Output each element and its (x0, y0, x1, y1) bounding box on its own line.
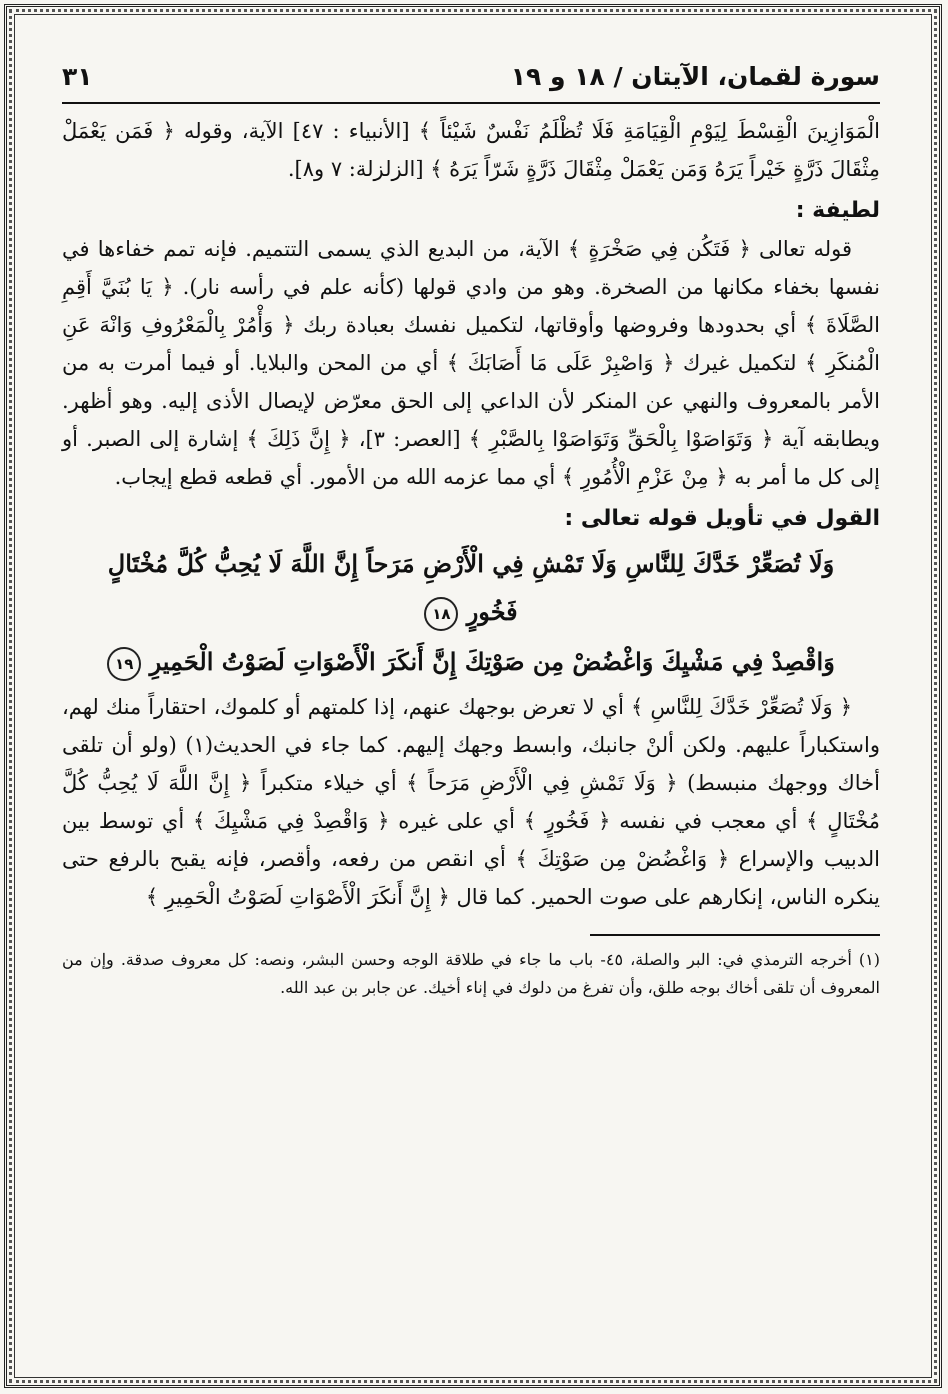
paragraph-1: الْمَوَازِينَ الْقِسْطَ لِيَوْمِ الْقِيَامَةِ فَلَا تُظْلَمُ نَفْسٌ شَيْئاً ﴾ [الأنبياء : ٤٧] الآية، وقوله ﴿ فَمَن يَعْمَلْ مِثْقَالَ ذَرَّةٍ خَيْراً يَرَهُ وَمَن يَعْمَلْ مِثْقَالَ ذَرَّةٍ شَرّاً يَرَهُ ﴾ [الزلزلة: ٧ و٨]. (62, 119, 880, 181)
ayah-number-18: ١٨ (424, 597, 458, 631)
ayah-number-19: ١٩ (107, 647, 141, 681)
quran-verse-19 (82, 638, 860, 686)
header-title: سورة لقمان، الآيتان / ١٨ و ١٩ (510, 62, 880, 91)
book-page (62, 62, 880, 1332)
verse-19-text: وَاقْصِدْ فِي مَشْيِكَ وَاغْضُضْ مِن صَوْتِكَ إِنَّ أَنكَرَ الْأَصْوَاتِ لَصَوْتُ الْحَمِيرِ (149, 647, 835, 676)
tawil-heading: القول في تأويل قوله تعالى : (564, 506, 880, 531)
footnote-separator (590, 934, 880, 936)
page-number: ٣١ (62, 62, 93, 91)
main-text (62, 112, 880, 916)
verse-18-text: وَلَا تُصَعِّرْ خَدَّكَ لِلنَّاسِ وَلَا تَمْشِ فِي الْأَرْضِ مَرَحاً إِنَّ اللَّهَ لَا يُحِبُّ كُلَّ مُخْتَالٍ فَخُورٍ (107, 549, 835, 626)
running-header (62, 62, 880, 104)
paragraph-2: قوله تعالى ﴿ فَتَكُن فِي صَخْرَةٍ ﴾ الآية، من البديع الذي يسمى التتميم. فإنه تمم خفاءها في نفسها بخفاء مكانها من الصخرة. وهو من وادي قولها (كأنه علم في رأسه نار). ﴿ يَا بُنَيَّ أَقِمِ الصَّلَاةَ ﴾ أي بحدودها وفروضها وأوقاتها، لتكميل نفسك بعبادة ربك ﴿ وَأْمُرْ بِالْمَعْرُوفِ وَانْهَ عَنِ الْمُنكَرِ ﴾ لتكميل غيرك ﴿ وَاصْبِرْ عَلَى مَا أَصَابَكَ ﴾ أي من المحن والبلايا. أو فيما أمرت به من الأمر بالمعروف والنهي عن المنكر لأن الداعي إلى الحق معرّض لإيصال الأذى إليه. وهو أظهر. ويطابقه آية ﴿ وَتَوَاصَوْا بِالْحَقِّ وَتَوَاصَوْا بِالصَّبْرِ ﴾ [العصر: ٣]، ﴿ إِنَّ ذَلِكَ ﴾ إشارة إلى الصبر. أو إلى كل ما أمر به ﴿ مِنْ عَزْمِ الْأُمُورِ ﴾ أي مما عزمه الله من الأمور. أي قطعه قطع إيجاب. (62, 237, 880, 489)
latifa-heading: لطيفة : (795, 198, 880, 223)
paragraph-3: ﴿ وَلَا تُصَعِّرْ خَدَّكَ لِلنَّاسِ ﴾ أي لا تعرض بوجهك عنهم، إذا كلمتهم أو كلموك، احتقاراً منك لهم، واستكباراً عليهم. ولكن ألنْ جانبك، وابسط وجهك إليهم. كما جاء في الحديث(١) (ولو أن تلقى أخاك ووجهك منبسط) ﴿ وَلَا تَمْشِ فِي الْأَرْضِ مَرَحاً ﴾ أي خيلاء متكبراً ﴿ إِنَّ اللَّهَ لَا يُحِبُّ كُلَّ مُخْتَالٍ ﴾ أي معجب في نفسه ﴿ فَخُورٍ ﴾ أي على غيره ﴿ وَاقْصِدْ فِي مَشْيِكَ ﴾ أي توسط بين الدبيب والإسراع ﴿ وَاغْضُضْ مِن صَوْتِكَ ﴾ أي انقص من رفعه، وأقصر، فإنه يقبح بالرفع حتى ينكره الناس، إنكارهم على صوت الحمير. كما قال ﴿ إِنَّ أَنكَرَ الْأَصْوَاتِ لَصَوْتُ الْحَمِيرِ ﴾ (62, 695, 880, 909)
footnote: (١) أخرجه الترمذي في: البر والصلة، ٤٥- باب ما جاء في طلاقة الوجه وحسن البشر، ونصه: كل معروف صدقة. وإن من المعروف أن تلقى أخاك بوجه طلق، وأن تفرغ من دلوك في إناء أخيك. عن جابر بن عبد الله. (62, 950, 881, 997)
quran-verse-18 (82, 540, 860, 636)
